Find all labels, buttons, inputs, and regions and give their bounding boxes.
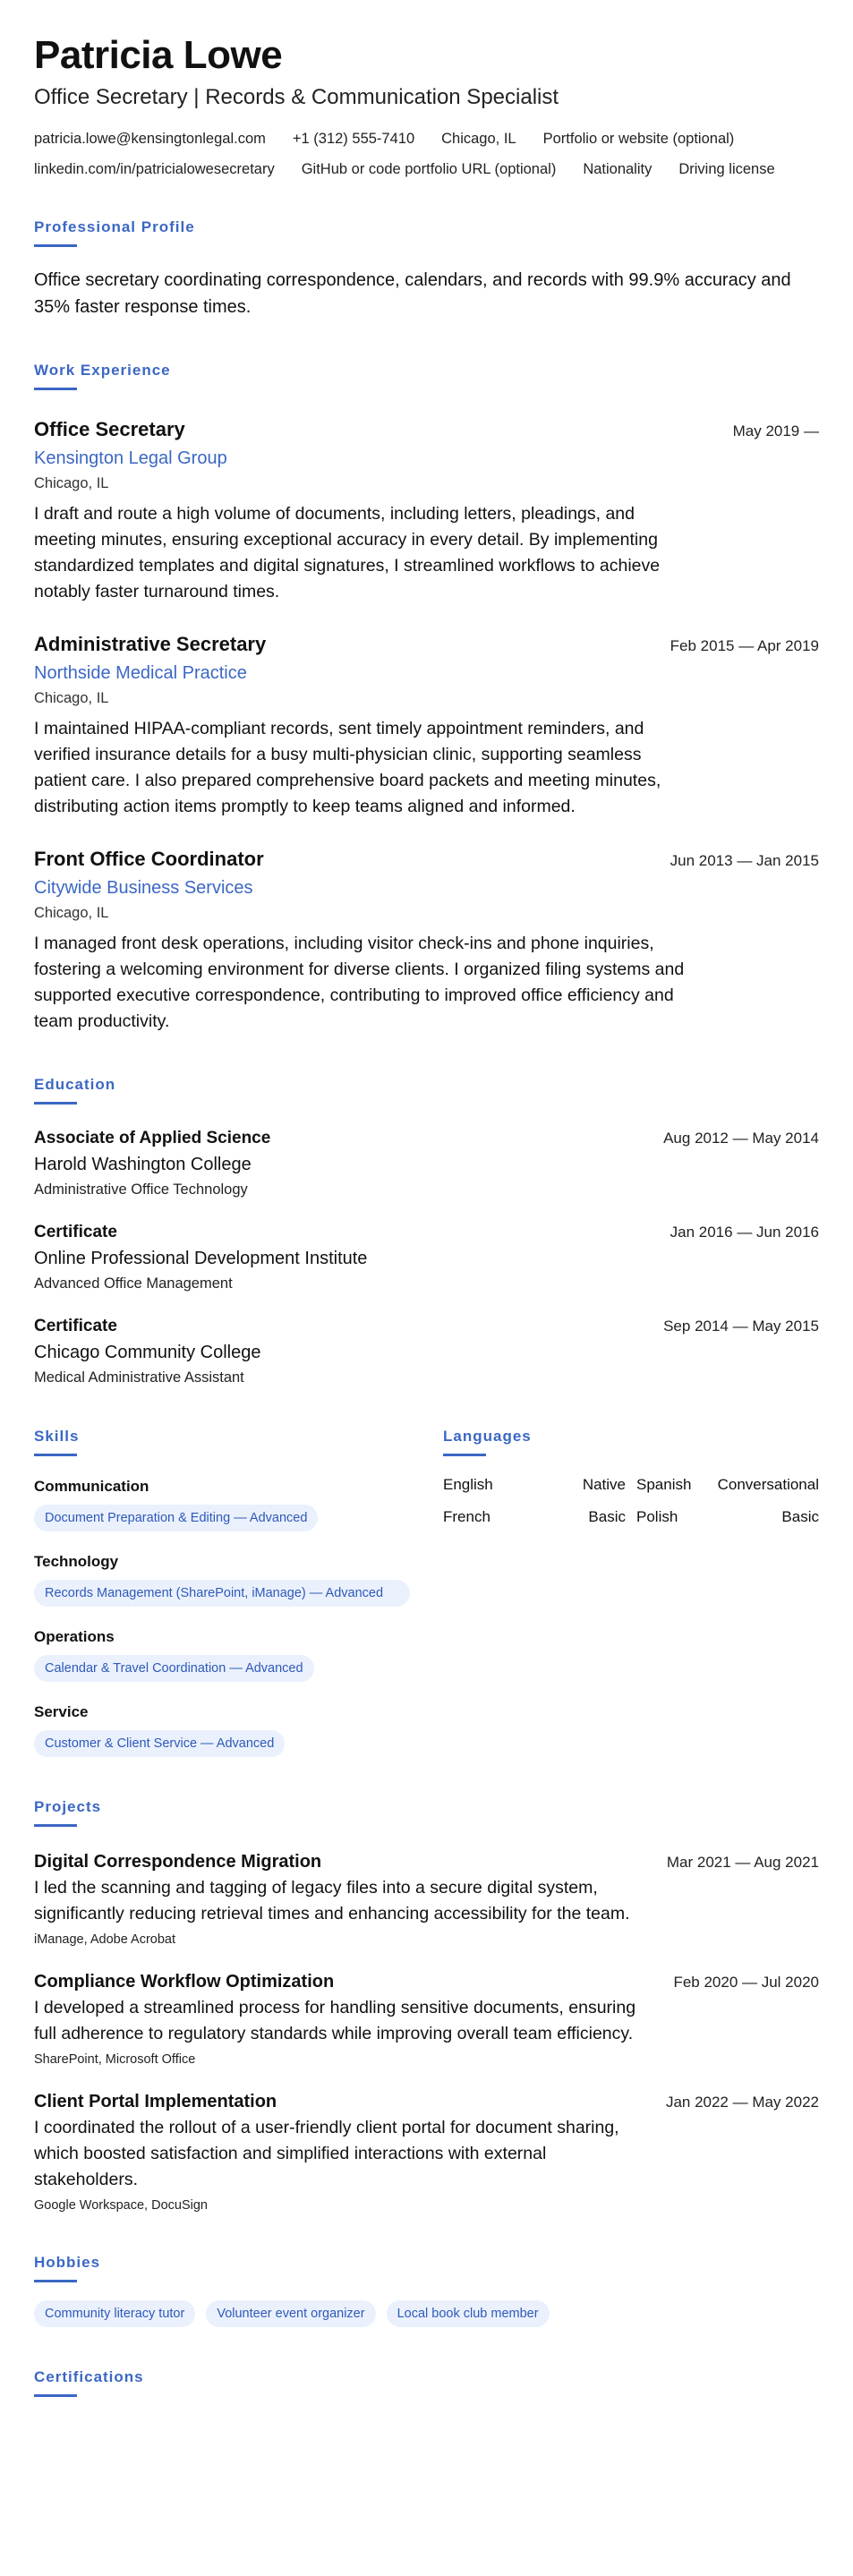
education-section xyxy=(34,1076,819,1386)
skill-tag: Calendar & Travel Coordination — Advanced xyxy=(34,1655,314,1682)
education-dates: Sep 2014 — May 2015 xyxy=(663,1318,819,1335)
job-entry xyxy=(34,847,819,1035)
education-school: Online Professional Development Institute xyxy=(34,1249,368,1268)
resume-header xyxy=(34,32,819,177)
project-title: Client Portal Implementation xyxy=(34,2092,277,2111)
job-dates: Feb 2015 — Apr 2019 xyxy=(670,637,819,654)
candidate-name: Patricia Lowe xyxy=(34,33,283,77)
hobby-tag: Volunteer event organizer xyxy=(206,2300,375,2327)
certifications-section xyxy=(34,2368,819,2397)
skills-languages-row xyxy=(34,1428,819,1757)
project-description: I led the scanning and tagging of legacy files into a secure digital system, significantly reducing retrieval times and enhancing accessibility for the team. xyxy=(34,1878,630,1923)
language-item xyxy=(443,1508,626,1526)
contact-location: Chicago, IL xyxy=(441,131,516,147)
experience-section xyxy=(34,362,819,1035)
language-level: Basic xyxy=(781,1508,819,1525)
project-entry xyxy=(34,1850,819,1947)
education-degree: Associate of Applied Science xyxy=(34,1129,271,1147)
education-school: Harold Washington College xyxy=(34,1155,252,1174)
language-name: French xyxy=(443,1508,490,1525)
education-dates: Jan 2016 — Jun 2016 xyxy=(670,1224,819,1241)
candidate-title: Office Secretary | Records & Communication Specialist xyxy=(34,85,559,109)
education-entry xyxy=(34,1128,819,1198)
contact-list xyxy=(34,131,804,177)
language-level: Native xyxy=(582,1476,626,1493)
education-degree: Certificate xyxy=(34,1223,117,1241)
education-entry xyxy=(34,1316,819,1386)
section-heading: Languages xyxy=(443,1428,532,1445)
section-heading: Professional Profile xyxy=(34,218,195,235)
job-title: Office Secretary xyxy=(34,418,185,440)
job-title: Front Office Coordinator xyxy=(34,848,264,870)
project-entry xyxy=(34,1970,819,2067)
contact-nationality: Nationality xyxy=(583,161,653,177)
education-field: Advanced Office Management xyxy=(34,1275,233,1292)
languages-section xyxy=(443,1428,819,1757)
job-entry xyxy=(34,632,819,820)
skill-group xyxy=(34,1628,410,1682)
project-dates: Jan 2022 — May 2022 xyxy=(665,2094,819,2111)
job-company: Citywide Business Services xyxy=(34,878,253,898)
heading-divider xyxy=(34,1454,77,1456)
job-location: Chicago, IL xyxy=(34,475,109,491)
job-entry xyxy=(34,417,819,605)
contact-email[interactable]: patricia.lowe@kensingtonlegal.com xyxy=(34,131,266,147)
project-dates: Feb 2020 — Jul 2020 xyxy=(673,1974,819,1991)
hobby-list xyxy=(34,2300,819,2327)
heading-divider xyxy=(34,244,77,247)
skill-tag: Customer & Client Service — Advanced xyxy=(34,1730,285,1757)
language-name: Spanish xyxy=(636,1476,692,1493)
project-title: Digital Correspondence Migration xyxy=(34,1852,322,1872)
hobby-tag: Community literacy tutor xyxy=(34,2300,195,2327)
heading-divider xyxy=(34,2280,77,2282)
language-name: English xyxy=(443,1476,493,1493)
job-description: I draft and route a high volume of documents, including letters, pleadings, and meeting minutes, ensuring exceptional accuracy in every detail. By implementing standardized templates and digital signatures, I streamlined workflows to achieve notably faster turnaround times. xyxy=(34,504,661,601)
contact-license: Driving license xyxy=(678,161,775,177)
job-dates: Jun 2013 — Jan 2015 xyxy=(670,852,819,869)
education-entry xyxy=(34,1222,819,1292)
skill-category: Communication xyxy=(34,1478,149,1495)
project-description: I developed a streamlined process for handling sensitive documents, ensuring full adherence to regulatory standards while improving overall team efficiency. xyxy=(34,1998,636,2043)
project-dates: Mar 2021 — Aug 2021 xyxy=(666,1854,819,1871)
skill-group xyxy=(34,1703,410,1757)
project-tech: iManage, Adobe Acrobat xyxy=(34,1932,176,1947)
skill-category: Service xyxy=(34,1703,89,1720)
education-dates: Aug 2012 — May 2014 xyxy=(663,1130,819,1147)
project-tech: SharePoint, Microsoft Office xyxy=(34,2052,196,2067)
skill-category: Operations xyxy=(34,1628,115,1645)
contact-linkedin[interactable]: linkedin.com/in/patricialowesecretary xyxy=(34,161,275,177)
job-location: Chicago, IL xyxy=(34,690,109,706)
heading-divider xyxy=(34,2394,77,2397)
heading-divider xyxy=(34,388,77,390)
project-description: I coordinated the rollout of a user-friendly client portal for document sharing, which boosted satisfaction and simplified interactions with external stakeholders. xyxy=(34,2118,619,2189)
job-company: Kensington Legal Group xyxy=(34,448,227,468)
heading-divider xyxy=(443,1454,486,1456)
section-heading: Hobbies xyxy=(34,2254,101,2271)
job-description: I managed front desk operations, including visitor check-ins and phone inquiries, fostering a welcoming environment for diverse clients. I organized filing systems and supported executive correspondence, contributing to improved office efficiency and team productivity. xyxy=(34,934,685,1031)
skills-section xyxy=(34,1428,410,1757)
hobby-tag: Local book club member xyxy=(387,2300,550,2327)
language-level: Basic xyxy=(588,1508,626,1525)
contact-github[interactable]: GitHub or code portfolio URL (optional) xyxy=(301,161,557,177)
project-title: Compliance Workflow Optimization xyxy=(34,1972,335,1992)
section-heading: Work Experience xyxy=(34,362,171,379)
section-heading: Certifications xyxy=(34,2368,144,2385)
job-company: Northside Medical Practice xyxy=(34,663,247,683)
projects-section xyxy=(34,1798,819,2213)
section-heading: Projects xyxy=(34,1798,102,1815)
heading-divider xyxy=(34,1102,77,1105)
project-entry xyxy=(34,2090,819,2213)
profile-section xyxy=(34,218,819,320)
education-field: Administrative Office Technology xyxy=(34,1181,248,1198)
education-school: Chicago Community College xyxy=(34,1343,261,1362)
job-description: I maintained HIPAA-compliant records, sent timely appointment reminders, and verified insurance details for a busy multi-physician clinic, supporting seamless patient care. I also prepared comprehensive board packets and meeting minutes, distributing action items promptly to keep teams aligned and informed. xyxy=(34,719,661,816)
language-item xyxy=(636,1476,819,1494)
heading-divider xyxy=(34,1824,77,1827)
job-title: Administrative Secretary xyxy=(34,633,267,655)
profile-summary: Office secretary coordinating correspondence, calendars, and records with 99.9% accuracy and 35% faster response times. xyxy=(34,270,791,317)
education-degree: Certificate xyxy=(34,1317,117,1335)
language-name: Polish xyxy=(636,1508,678,1525)
job-dates: May 2019 — xyxy=(732,422,819,439)
language-level: Conversational xyxy=(717,1476,819,1493)
language-list xyxy=(443,1476,819,1526)
education-field: Medical Administrative Assistant xyxy=(34,1369,244,1386)
skill-category: Technology xyxy=(34,1553,119,1570)
language-item xyxy=(636,1508,819,1526)
job-location: Chicago, IL xyxy=(34,905,109,921)
hobbies-section xyxy=(34,2254,819,2327)
section-heading: Education xyxy=(34,1076,116,1093)
project-tech: Google Workspace, DocuSign xyxy=(34,2198,208,2213)
skill-tag: Document Preparation & Editing — Advanced xyxy=(34,1505,318,1531)
language-item xyxy=(443,1476,626,1494)
contact-phone[interactable]: +1 (312) 555-7410 xyxy=(292,131,415,147)
skill-tag: Records Management (SharePoint, iManage) — Advanced xyxy=(34,1580,410,1607)
skill-group xyxy=(34,1478,410,1531)
contact-portfolio[interactable]: Portfolio or website (optional) xyxy=(542,131,735,147)
skill-group xyxy=(34,1553,410,1607)
section-heading: Skills xyxy=(34,1428,80,1445)
